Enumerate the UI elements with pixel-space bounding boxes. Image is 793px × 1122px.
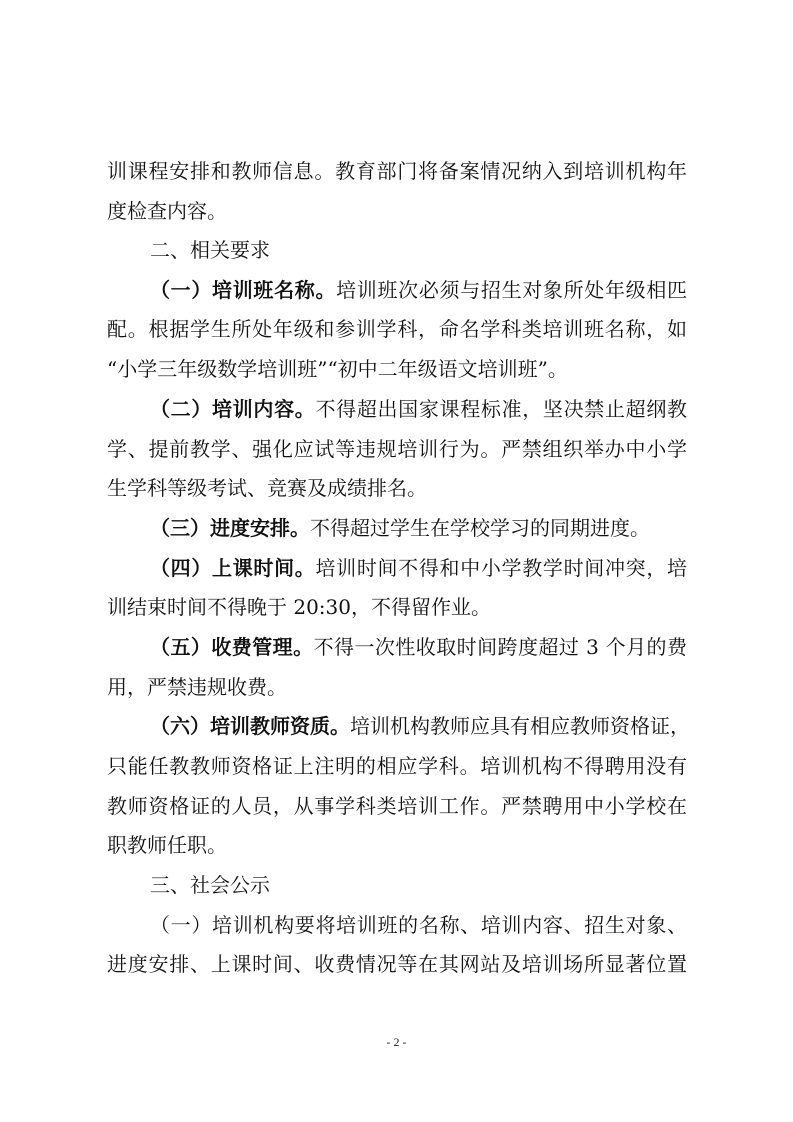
paragraph-line: 训结束时间不得晚于 20:30，不得留作业。 [107,595,491,619]
requirement-1-line [150,277,687,303]
paragraph-line: 度检查内容。 [107,199,227,223]
paragraph-line: 学、提前教学、强化应试等违规培训行为。严禁组织举办中小学 [107,437,687,461]
requirement-1-label: （一）培训班名称。 [150,278,337,302]
paragraph-line: 配。根据学生所处年级和参训学科，命名学科类培训班名称，如 [107,317,687,341]
requirement-3-line [150,515,650,541]
paragraph-line: 用，严禁违规收费。 [107,675,287,699]
paragraph-line: 训课程安排和教师信息。教育部门将备案情况纳入到培训机构年 [107,159,687,183]
paragraph-line: 只能任教教师资格证上注明的相应学科。培训机构不得聘用没有 [107,754,687,778]
paragraph-line: “小学三年级数学培训班”“初中二年级语文培训班”。 [107,357,568,381]
paragraph-line: 教师资格证的人员，从事学科类培训工作。严禁聘用中小学校在 [107,794,687,818]
requirement-2-line [150,396,687,422]
section-heading-requirements: 二、相关要求 [150,238,270,262]
requirement-1-text: 培训班次必须与招生对象所处年级相匹 [336,278,688,302]
section-heading-public-notice: 三、社会公示 [150,873,270,897]
requirement-2-text: 不得超出国家课程标准，坚决禁止超纲教 [315,397,688,421]
requirement-5-line [150,634,687,660]
page-number: - 2 - [386,1035,407,1049]
requirement-6-label: （六）培训教师资质。 [150,714,350,738]
requirement-4-text: 培训时间不得和中小学教学时间冲突，培 [315,556,688,580]
requirement-4-label: （四）上课时间。 [150,556,316,580]
paragraph-line: 进度安排、上课时间、收费情况等在其网站及培训场所显著位置 [107,952,687,976]
requirement-5-label: （五）收费管理。 [150,635,314,659]
requirement-2-label: （二）培训内容。 [150,397,316,421]
requirement-3-text: 不得超过学生在学校学习的同期进度。 [310,516,650,540]
paragraph-line: （一）培训机构要将培训班的名称、培训内容、招生对象、 [150,913,687,937]
paragraph-line: 生学科等级考试、竞赛及成绩排名。 [107,476,427,500]
requirement-6-line [150,713,690,739]
paragraph-line: 职教师任职。 [107,833,227,857]
requirement-3-label: （三）进度安排。 [150,516,310,540]
requirement-6-text: 培训机构教师应具有相应教师资格证， [350,714,690,738]
requirement-4-line [150,555,687,581]
requirement-5-text: 不得一次性收取时间跨度超过 3 个月的费 [313,635,687,659]
